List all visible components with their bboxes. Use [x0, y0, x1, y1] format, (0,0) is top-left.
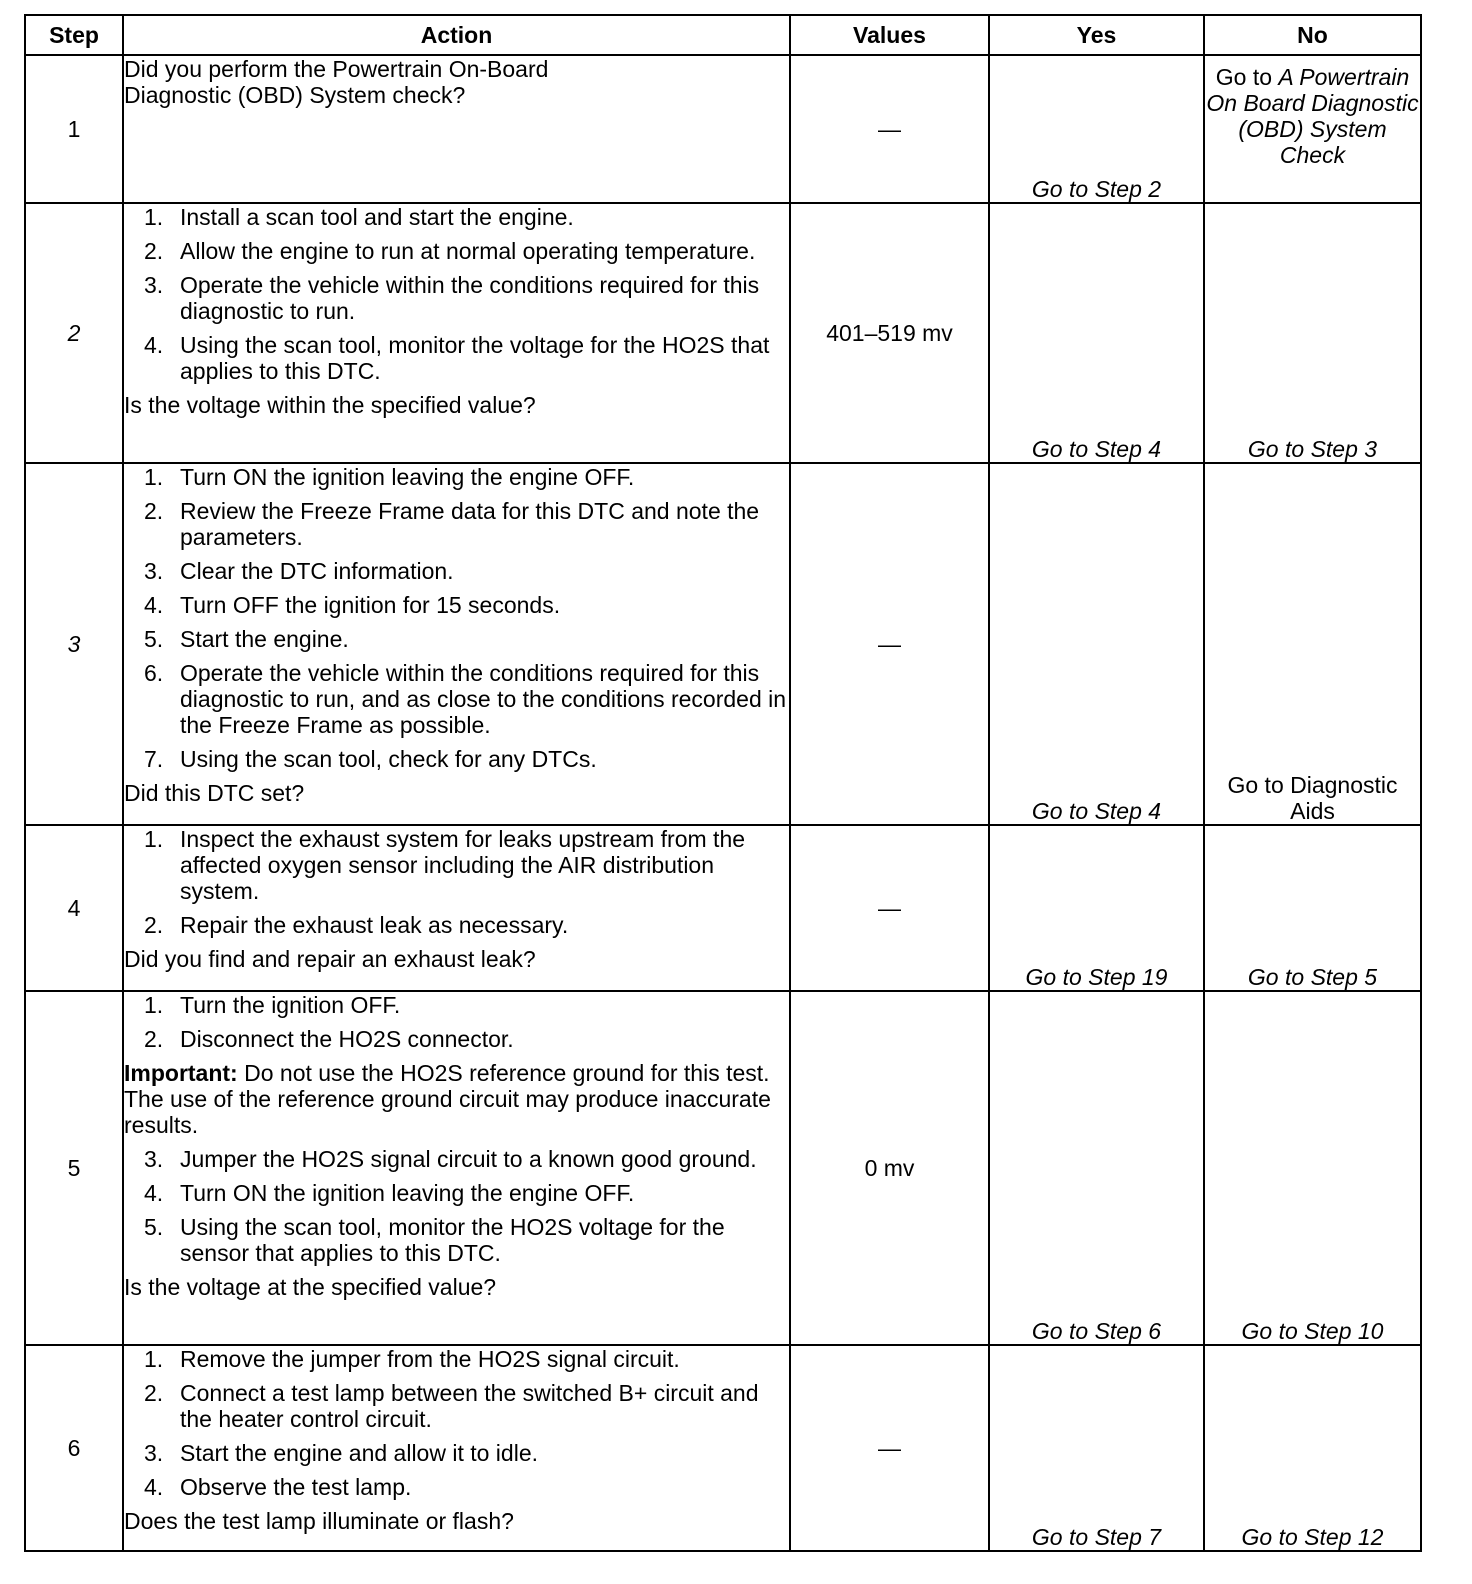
action-question: Did you perform the Powertrain On-Board Diagnostic (OBD) System check? [124, 56, 549, 108]
table-row-step-2 [25, 203, 1421, 463]
action-question: Is the voltage within the specified value? [124, 392, 536, 418]
action-cell [123, 991, 790, 1345]
action-step-item: 1. Install a scan tool and start the engine. [144, 204, 574, 230]
action-step-item: 1. Turn the ignition OFF. [144, 992, 401, 1018]
header-step: Step [25, 15, 123, 55]
action-steps [124, 204, 789, 384]
step-number: 1 [25, 55, 123, 203]
action-question: Did you find and repair an exhaust leak? [124, 946, 536, 972]
no-link: A Powertrain On Board Diagnostic (OBD) System Check [1206, 64, 1419, 168]
action-question: Does the test lamp illuminate or flash? [124, 1508, 514, 1534]
important-note [124, 1060, 789, 1138]
action-step-item: 4. Observe the test lamp. [144, 1474, 412, 1500]
header-yes: Yes [989, 15, 1204, 55]
value-cell: — [790, 55, 989, 203]
important-label: Important: [124, 1060, 238, 1086]
action-step-item: 4. Using the scan tool, monitor the voltage for the HO2S that applies to this DTC. [144, 332, 770, 384]
action-cell [123, 463, 790, 825]
no-cell: Go to Diagnostic Aids [1204, 463, 1421, 825]
action-question: Did this DTC set? [124, 780, 305, 806]
no-cell [1204, 55, 1421, 203]
action-step-item: 3. Jumper the HO2S signal circuit to a known good ground. [144, 1146, 757, 1172]
step-number: 4 [25, 825, 123, 991]
step-number: 3 [25, 463, 123, 825]
table-row-step-3 [25, 463, 1421, 825]
action-step-item: 2. Connect a test lamp between the switched B+ circuit and the heater control circuit. [144, 1380, 759, 1432]
action-step-item: 5. Start the engine. [144, 626, 349, 652]
yes-cell: Go to Step 2 [989, 55, 1204, 203]
action-steps [124, 1146, 789, 1266]
value-cell: 401–519 mv [790, 203, 989, 463]
action-steps [124, 992, 789, 1052]
action-step-item: 3. Operate the vehicle within the conditions required for this diagnostic to run. [144, 272, 760, 324]
yes-cell: Go to Step 7 [989, 1345, 1204, 1551]
header-values: Values [790, 15, 989, 55]
yes-cell: Go to Step 4 [989, 463, 1204, 825]
action-cell [123, 55, 790, 203]
table-row-step-1 [25, 55, 1421, 203]
action-step-item: 4. Turn OFF the ignition for 15 seconds. [144, 592, 561, 618]
action-step-item: 1. Remove the jumper from the HO2S signal circuit. [144, 1346, 680, 1372]
action-step-item: 2. Review the Freeze Frame data for this DTC and note the parameters. [144, 498, 760, 550]
action-step-item: 4. Turn ON the ignition leaving the engine OFF. [144, 1180, 635, 1206]
no-prefix: Go to [1215, 64, 1279, 90]
yes-cell: Go to Step 4 [989, 203, 1204, 463]
action-step-item: 1. Inspect the exhaust system for leaks upstream from the affected oxygen sensor including the AIR distribution system. [144, 826, 746, 904]
important-text: Do not use the HO2S reference ground for this test. The use of the reference ground circuit may produce inaccurate results. [124, 1060, 771, 1138]
action-step-item: 7. Using the scan tool, check for any DTCs. [144, 746, 597, 772]
action-cell [123, 825, 790, 991]
action-step-item: 3. Start the engine and allow it to idle. [144, 1440, 539, 1466]
action-steps [124, 826, 789, 938]
value-cell: — [790, 463, 989, 825]
action-step-item: 2. Repair the exhaust leak as necessary. [144, 912, 569, 938]
action-step-item: 5. Using the scan tool, monitor the HO2S voltage for the sensor that applies to this DTC. [144, 1214, 725, 1266]
action-question: Is the voltage at the specified value? [124, 1274, 497, 1300]
header-no: No [1204, 15, 1421, 55]
action-steps [124, 464, 789, 772]
no-cell: Go to Step 5 [1204, 825, 1421, 991]
step-number: 2 [25, 203, 123, 463]
header-row [25, 15, 1421, 55]
no-cell: Go to Step 3 [1204, 203, 1421, 463]
header-action: Action [123, 15, 790, 55]
table-row-step-6 [25, 1345, 1421, 1551]
yes-cell: Go to Step 6 [989, 991, 1204, 1345]
action-step-item: 1. Turn ON the ignition leaving the engine OFF. [144, 464, 635, 490]
no-cell: Go to Step 10 [1204, 991, 1421, 1345]
action-step-item: 6. Operate the vehicle within the conditions required for this diagnostic to run, and as close to the conditions recorded in the Freeze Frame as possible. [144, 660, 787, 738]
action-step-item: 2. Disconnect the HO2S connector. [144, 1026, 514, 1052]
value-cell: 0 mv [790, 991, 989, 1345]
step-number: 5 [25, 991, 123, 1345]
table-row-step-4 [25, 825, 1421, 991]
action-steps [124, 1346, 789, 1500]
diagnostic-table [24, 14, 1422, 1552]
value-cell: — [790, 825, 989, 991]
table-row-step-5 [25, 991, 1421, 1345]
action-cell [123, 203, 790, 463]
yes-cell: Go to Step 19 [989, 825, 1204, 991]
action-step-item: 3. Clear the DTC information. [144, 558, 454, 584]
action-step-item: 2. Allow the engine to run at normal operating temperature. [144, 238, 756, 264]
action-cell [123, 1345, 790, 1551]
no-cell: Go to Step 12 [1204, 1345, 1421, 1551]
value-cell: — [790, 1345, 989, 1551]
step-number: 6 [25, 1345, 123, 1551]
